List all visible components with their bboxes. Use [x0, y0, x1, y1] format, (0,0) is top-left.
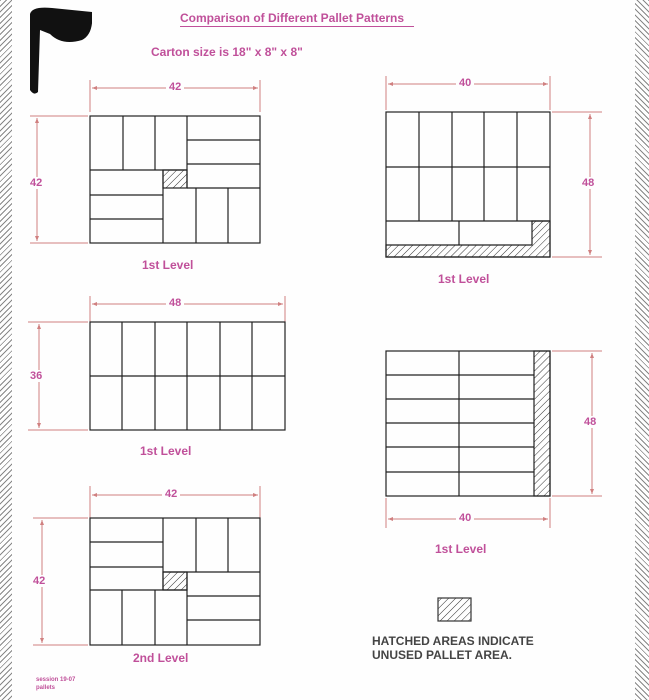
level-label-top-left: 1st Level: [142, 258, 194, 272]
carton-size-subtitle: Carton size is 18" x 8" x 8": [151, 45, 303, 59]
pattern-top-left: [30, 80, 260, 243]
pattern-middle-left: [28, 296, 285, 430]
pattern-middle-right: [386, 351, 602, 528]
dim-middle-right-height: 48: [581, 416, 599, 428]
footer-line-1: session 19-07: [36, 677, 76, 683]
dim-top-right-width: 40: [456, 77, 474, 89]
dim-top-left-width: 42: [166, 81, 184, 93]
pattern-bottom-left: [33, 486, 260, 645]
footer-note: [36, 676, 75, 692]
pattern-top-right: [386, 76, 602, 257]
hatch-legend-text: [372, 634, 534, 662]
legend-line-2: UNUSED PALLET AREA.: [372, 648, 513, 662]
dim-middle-left-height: 36: [27, 370, 45, 382]
dim-bottom-left-width: 42: [162, 488, 180, 500]
page-title: Comparison of Different Pallet Patterns: [180, 11, 414, 27]
dim-top-right-height: 48: [579, 177, 597, 189]
level-label-top-right: 1st Level: [438, 272, 490, 286]
hatch-legend-swatch: [438, 598, 471, 621]
dim-bottom-left-height: 42: [30, 575, 48, 587]
level-label-middle-left: 1st Level: [140, 444, 192, 458]
footer-line-2: pallets: [36, 685, 56, 691]
dim-top-left-height: 42: [27, 177, 45, 189]
level-label-middle-right: 1st Level: [435, 542, 487, 556]
dim-middle-right-width: 40: [456, 512, 474, 524]
legend-line-1: HATCHED AREAS INDICATE: [372, 634, 534, 648]
dim-middle-left-width: 48: [166, 297, 184, 309]
level-label-bottom-left: 2nd Level: [133, 651, 189, 665]
